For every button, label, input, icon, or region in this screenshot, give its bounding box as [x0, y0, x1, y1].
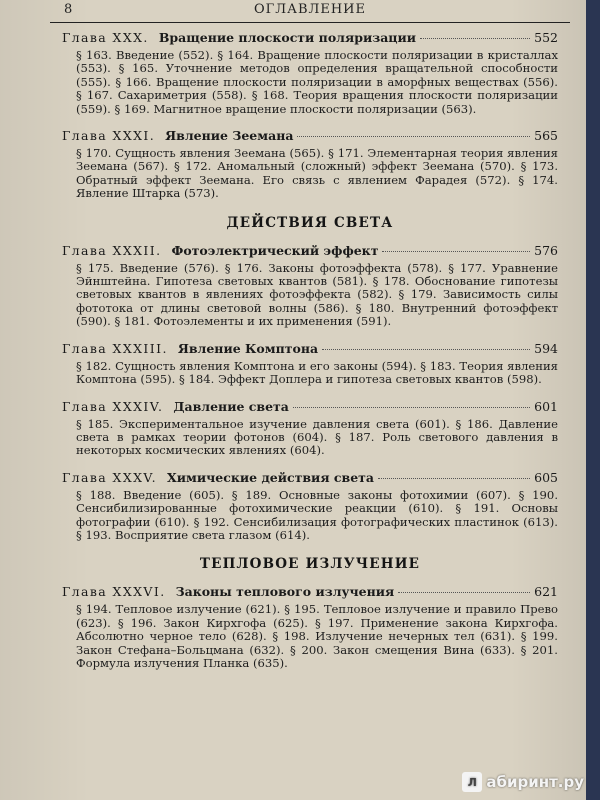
- chapter-label: Глава XXX.: [62, 30, 149, 45]
- leader-dots: [293, 407, 530, 408]
- running-title: ОГЛАВЛЕНИЕ: [253, 2, 366, 17]
- chapter-35: [62, 470, 558, 543]
- chapter-heading: [62, 128, 558, 143]
- chapter-sections: § 194. Тепловое излучение (621). § 195. Тепловое излучение и правило Прево (623). § 196. Закон Кирхгофа (625). § 197. Применение закона Кирхгофа. Абсолютно черное тело (628). § 198. Излучение нечерных тел (631). § 199. Закон Стефана–Больцмана (632). § 200. Закон смещения Вина (633). § 201. Формула излучения Планка (635).: [76, 602, 558, 670]
- toc-content: [62, 30, 558, 682]
- chapter-heading: [62, 30, 558, 45]
- leader-dots: [297, 136, 530, 137]
- chapter-label: Глава XXXI.: [62, 128, 156, 144]
- chapter-label: Глава XXXIII.: [62, 340, 168, 356]
- chapter-page: 601: [534, 398, 558, 414]
- chapter-30: [62, 30, 558, 116]
- chapter-sections: § 175. Введение (576). § 176. Законы фотоэффекта (578). § 177. Уравнение Эйнштейна. Гипотеза световых квантов (581). § 178. Обоснование гипотезы световых квантов в явлениях фотоэффекта (582). § 179. Зависимость силы фототока от длины световой волны (586). § 180. Внутренний фотоэффект (590). § 181. Фотоэлементы и их применения (591).: [76, 260, 558, 329]
- chapter-title: Явление Комптона: [177, 340, 319, 356]
- chapter-label: Глава XXXII.: [62, 242, 162, 258]
- chapter-label: Глава XXXVI.: [62, 584, 166, 600]
- running-head: [50, 2, 570, 23]
- chapter-sections: § 163. Введение (552). § 164. Вращение плоскости поляризации в кристаллах (553). § 165. Уточнение методов определения вращательной способности (555). § 166. Вращение плоскости поляризации в аморфных веществах (556). § 167. Сахариметрия (558). § 168. Теория вращения плоскости поляризации (559). § 169. Магнитное вращение плоскости поляризации (563).: [76, 48, 558, 116]
- chapter-title: Давление света: [173, 398, 289, 414]
- chapter-page: 605: [534, 469, 558, 485]
- leader-dots: [378, 478, 530, 479]
- chapter-32: [62, 243, 558, 329]
- watermark-text: абиринт.ру: [486, 773, 584, 791]
- chapter-label: Глава XXXV.: [62, 469, 158, 485]
- chapter-sections: § 185. Экспериментальное изучение давления света (601). § 186. Давление света в рамках теории фотонов (604). § 187. Роль светового давления в некоторых космических явлениях (604).: [76, 416, 558, 458]
- chapter-heading: [62, 470, 558, 485]
- part-title-light: ДЕЙСТВИЯ СВЕТА: [226, 214, 394, 231]
- chapter-heading: [62, 243, 558, 258]
- chapter-31: [62, 128, 558, 201]
- chapter-sections: § 170. Сущность явления Зеемана (565). § 171. Элементарная теория явления Зеемана (567). § 172. Аномальный (сложный) эффект Зеемана (570). § 173. Обратный эффект Зеемана. Его связь с явлением Фарадея (572). § 174. Явление Штарка (573).: [76, 146, 558, 201]
- leader-dots: [382, 251, 530, 252]
- leader-dots: [322, 349, 530, 350]
- chapter-page: 594: [534, 340, 558, 356]
- chapter-heading: [62, 584, 558, 599]
- page-number: 8: [64, 2, 73, 17]
- chapter-34: [62, 399, 558, 458]
- part-title-heat: ТЕПЛОВОЕ ИЗЛУЧЕНИЕ: [199, 556, 421, 573]
- chapter-title: Явление Зеемана: [165, 128, 294, 144]
- chapter-sections: § 188. Введение (605). § 189. Основные законы фотохимии (607). § 190. Сенсибилизированные фотохимические реакции (610). § 191. Основы фотографии (610). § 192. Сенсибилизация фотографических пластинок (613). § 193. Восприятие света глазом (614).: [76, 487, 558, 542]
- chapter-36: [62, 584, 558, 670]
- chapter-page: 576: [534, 242, 558, 258]
- chapter-page: 565: [534, 128, 558, 144]
- chapter-page: 552: [534, 30, 558, 45]
- chapter-sections: § 182. Сущность явления Комптона и его законы (594). § 183. Теория явления Комптона (595). § 184. Эффект Доплера и гипотеза световых квантов (598).: [76, 358, 558, 387]
- leader-dots: [398, 592, 530, 593]
- chapter-heading: [62, 399, 558, 414]
- chapter-33: [62, 341, 558, 387]
- chapter-label: Глава XXXIV.: [62, 398, 164, 414]
- chapter-title: Законы теплового излучения: [175, 584, 395, 600]
- chapter-title: Вращение плоскости поляризации: [158, 30, 417, 45]
- background-edge: [586, 0, 600, 800]
- watermark: [462, 770, 584, 794]
- chapter-heading: [62, 341, 558, 356]
- chapter-page: 621: [534, 584, 558, 600]
- leader-dots: [420, 38, 530, 39]
- labirint-logo-icon: Л: [462, 772, 482, 792]
- chapter-title: Химические действия света: [167, 469, 375, 485]
- chapter-title: Фотоэлектрический эффект: [171, 242, 379, 258]
